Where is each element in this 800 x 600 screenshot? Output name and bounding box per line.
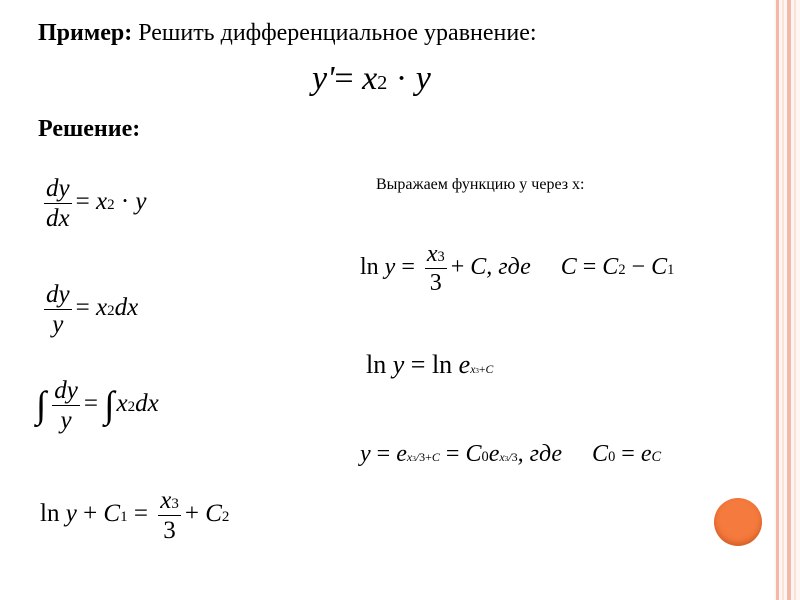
left-step-1: $\frac{dy}{dx}$ = $x^2 \cdot y$ [46,175,147,232]
left-step-3: ∫ $\frac{dy}{y}$ = $\int x^2dx$ [36,377,159,434]
title-text: Решить дифференциальное уравнение: [132,20,537,46]
decorative-orange-circle [714,498,762,546]
solution-label: Решение: [38,116,141,142]
left-step-4: $\ln y + C_1$ = $\frac{x^3}{3}$ + $C_2$ [40,487,230,544]
right-step-2: $\ln y = \ln e^{x^3+C}$ [366,350,494,379]
right-step-1: ln y = $\frac{x^3}{3}$ + C, где $C = C_2 - C_1$ [360,241,675,296]
title-bold: Пример: [38,20,133,46]
left-step-2: $\frac{dy}{y}$ = $x^2dx$ [46,281,139,338]
main-equation: $y'= x^2 \cdot y$ [312,60,431,97]
express-text: Выражаем функцию у через х: [376,176,585,193]
slide-title [38,20,537,47]
right-step-3: $y = e^{x^3/3+C} = C_0e^{x^3/3}$, где $C_0 = e^C$ [360,441,662,467]
